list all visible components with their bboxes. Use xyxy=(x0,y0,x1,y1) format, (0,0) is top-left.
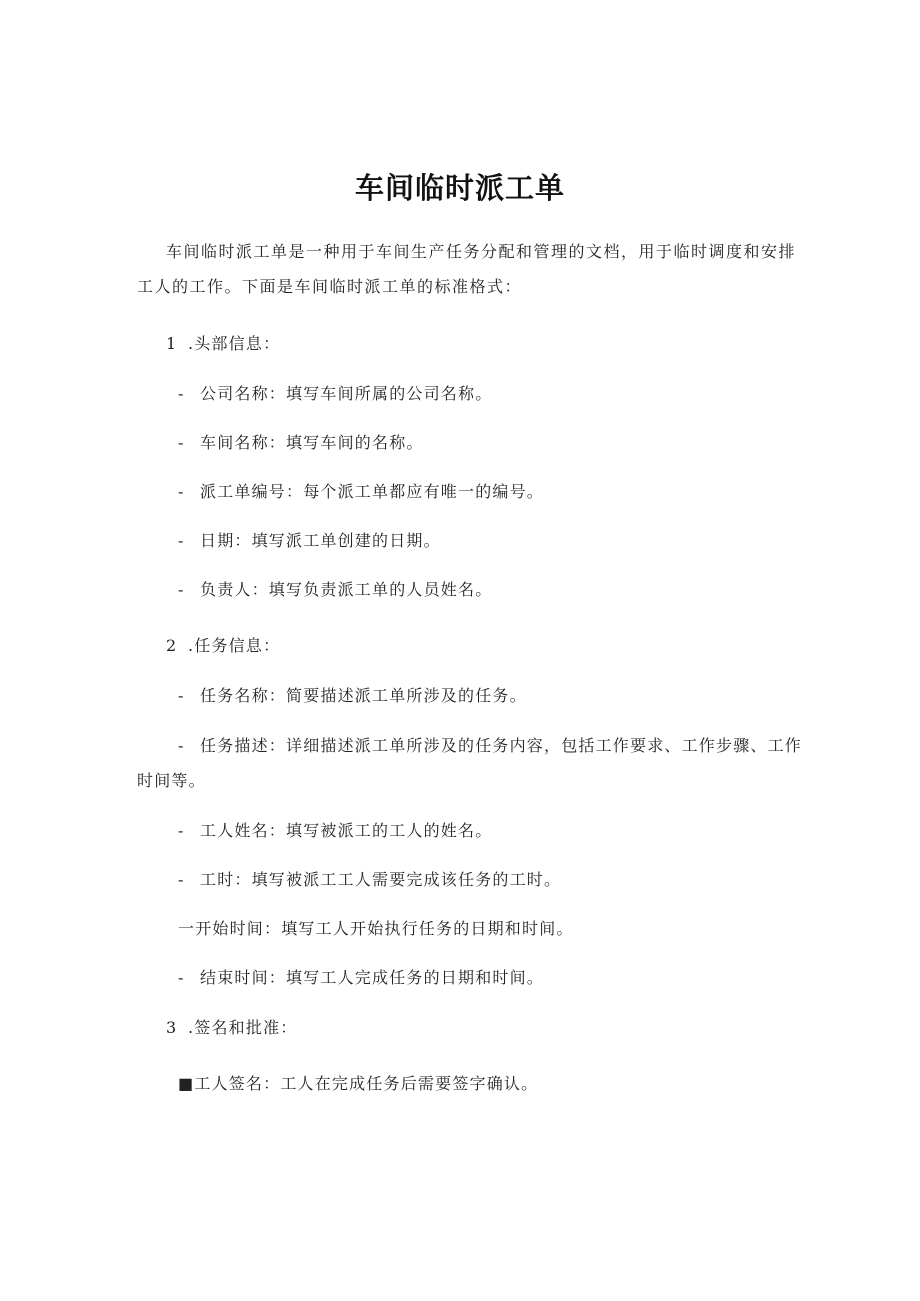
section-title: .头部信息： xyxy=(188,334,281,353)
dash-marker: - xyxy=(178,531,185,550)
list-item-worker-name xyxy=(178,820,492,842)
dash-marker: - xyxy=(178,384,185,403)
list-item-end-time xyxy=(178,967,544,989)
section-heading-signature-approval xyxy=(166,1017,298,1039)
dash-marker: - xyxy=(178,482,185,501)
list-item-text: 开始时间：填写工人开始执行任务的日期和时间。 xyxy=(195,919,574,938)
list-item-text: 工时：填写被派工工人需要完成该任务的工时。 xyxy=(200,870,562,889)
dash-marker: - xyxy=(178,686,185,705)
list-item-work-hours xyxy=(178,869,561,891)
section-number: 3 xyxy=(166,1018,178,1037)
list-item-worker-signature xyxy=(178,1073,538,1095)
list-item-start-time xyxy=(178,918,574,940)
list-item-text: 日期：填写派工单创建的日期。 xyxy=(200,531,441,550)
list-item-text: 任务名称：简要描述派工单所涉及的任务。 xyxy=(200,686,527,705)
list-item-task-name xyxy=(178,685,527,707)
list-item-text: 工人姓名：填写被派工的工人的姓名。 xyxy=(200,821,493,840)
list-item-order-number xyxy=(178,481,544,503)
section-title: .任务信息： xyxy=(188,636,281,655)
intro-line-2: 工人的工作。下面是车间临时派工单的标准格式： xyxy=(137,277,523,296)
intro-line-1: 车间临时派工单是一种用于车间生产任务分配和管理的文档，用于临时调度和安排 xyxy=(166,242,797,261)
square-bullet-icon: ■ xyxy=(178,1074,195,1093)
section-number: 1 xyxy=(166,334,178,353)
section-number: 2 xyxy=(166,636,178,655)
list-item-task-description-continuation: 时间等。 xyxy=(137,771,206,790)
list-item-responsible-person xyxy=(178,579,492,601)
dash-marker: - xyxy=(178,870,185,889)
dash-marker: - xyxy=(178,821,185,840)
section-heading-task-info xyxy=(166,635,280,657)
section-title: .签名和批准： xyxy=(188,1018,298,1037)
list-item-text: 派工单编号：每个派工单都应有唯一的编号。 xyxy=(200,482,545,501)
dash-marker: - xyxy=(178,580,185,599)
dash-marker: - xyxy=(178,736,185,755)
dash-marker: 一 xyxy=(178,919,196,938)
section-heading-header-info xyxy=(166,333,280,355)
list-item-text: 公司名称：填写车间所属的公司名称。 xyxy=(200,384,493,403)
list-item-company-name xyxy=(178,383,492,405)
list-item-task-description xyxy=(178,735,802,757)
list-item-text: 工人签名：工人在完成任务后需要签字确认。 xyxy=(194,1074,539,1093)
dash-marker: - xyxy=(178,433,185,452)
list-item-text: 结束时间：填写工人完成任务的日期和时间。 xyxy=(200,968,545,987)
document-title: 车间临时派工单 xyxy=(354,171,565,205)
list-item-text: 车间名称：填写车间的名称。 xyxy=(200,433,424,452)
list-item-text: 负责人：填写负责派工单的人员姓名。 xyxy=(200,580,493,599)
list-item-text: 任务描述：详细描述派工单所涉及的任务内容，包括工作要求、工作步骤、工作 xyxy=(200,736,803,755)
list-item-date xyxy=(178,530,441,552)
dash-marker: - xyxy=(178,968,185,987)
list-item-workshop-name xyxy=(178,432,424,454)
